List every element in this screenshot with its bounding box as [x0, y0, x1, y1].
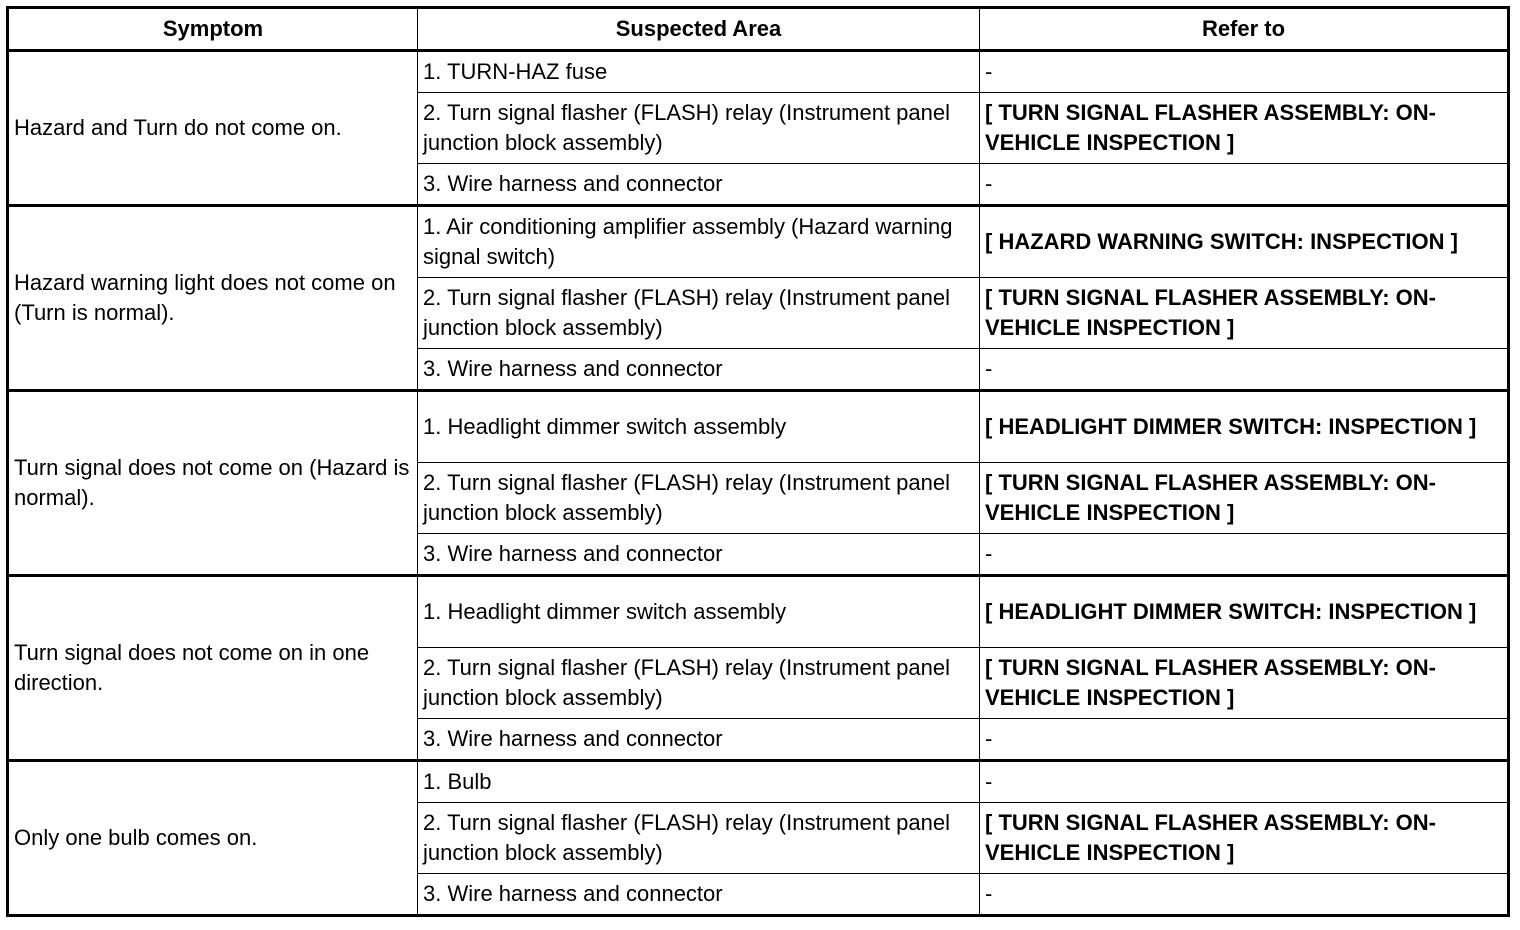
table-row — [8, 761, 1509, 803]
symptom-cell: Hazard and Turn do not come on. — [8, 51, 418, 206]
refer-to-link[interactable]: [ TURN SIGNAL FLASHER ASSEMBLY: ON-VEHICLE INSPECTION ] — [980, 93, 1509, 164]
problem-symptoms-table — [6, 6, 1510, 917]
suspected-area-cell: 3. Wire harness and connector — [418, 874, 980, 916]
refer-to-link[interactable]: [ HAZARD WARNING SWITCH: INSPECTION ] — [980, 206, 1509, 278]
suspected-area-cell: 2. Turn signal flasher (FLASH) relay (Instrument panel junction block assembly) — [418, 803, 980, 874]
table-row — [8, 391, 1509, 463]
header-suspected-area: Suspected Area — [418, 8, 980, 51]
suspected-area-cell: 3. Wire harness and connector — [418, 164, 980, 206]
refer-to-link[interactable]: [ HEADLIGHT DIMMER SWITCH: INSPECTION ] — [980, 391, 1509, 463]
suspected-area-cell: 1. Air conditioning amplifier assembly (Hazard warning signal switch) — [418, 206, 980, 278]
refer-to-cell: - — [980, 349, 1509, 391]
suspected-area-cell: 3. Wire harness and connector — [418, 534, 980, 576]
header-symptom: Symptom — [8, 8, 418, 51]
symptom-cell: Turn signal does not come on (Hazard is normal). — [8, 391, 418, 576]
refer-to-cell: - — [980, 761, 1509, 803]
refer-to-cell: - — [980, 719, 1509, 761]
symptom-cell: Hazard warning light does not come on (Turn is normal). — [8, 206, 418, 391]
header-row — [8, 8, 1509, 51]
refer-to-link[interactable]: [ TURN SIGNAL FLASHER ASSEMBLY: ON-VEHICLE INSPECTION ] — [980, 278, 1509, 349]
refer-to-cell: - — [980, 164, 1509, 206]
suspected-area-cell: 1. Bulb — [418, 761, 980, 803]
symptom-cell: Turn signal does not come on in one direction. — [8, 576, 418, 761]
refer-to-link[interactable]: [ HEADLIGHT DIMMER SWITCH: INSPECTION ] — [980, 576, 1509, 648]
suspected-area-cell: 1. Headlight dimmer switch assembly — [418, 576, 980, 648]
table-row — [8, 206, 1509, 278]
refer-to-link[interactable]: [ TURN SIGNAL FLASHER ASSEMBLY: ON-VEHICLE INSPECTION ] — [980, 648, 1509, 719]
header-refer-to: Refer to — [980, 8, 1509, 51]
suspected-area-cell: 2. Turn signal flasher (FLASH) relay (Instrument panel junction block assembly) — [418, 463, 980, 534]
refer-to-cell: - — [980, 874, 1509, 916]
suspected-area-cell: 2. Turn signal flasher (FLASH) relay (Instrument panel junction block assembly) — [418, 278, 980, 349]
refer-to-link[interactable]: [ TURN SIGNAL FLASHER ASSEMBLY: ON-VEHICLE INSPECTION ] — [980, 463, 1509, 534]
suspected-area-cell: 3. Wire harness and connector — [418, 349, 980, 391]
suspected-area-cell: 2. Turn signal flasher (FLASH) relay (Instrument panel junction block assembly) — [418, 648, 980, 719]
suspected-area-cell: 1. TURN-HAZ fuse — [418, 51, 980, 93]
suspected-area-cell: 2. Turn signal flasher (FLASH) relay (Instrument panel junction block assembly) — [418, 93, 980, 164]
suspected-area-cell: 3. Wire harness and connector — [418, 719, 980, 761]
table-row — [8, 576, 1509, 648]
suspected-area-cell: 1. Headlight dimmer switch assembly — [418, 391, 980, 463]
table-row — [8, 51, 1509, 93]
refer-to-link[interactable]: [ TURN SIGNAL FLASHER ASSEMBLY: ON-VEHICLE INSPECTION ] — [980, 803, 1509, 874]
refer-to-cell: - — [980, 534, 1509, 576]
symptom-cell: Only one bulb comes on. — [8, 761, 418, 916]
refer-to-cell: - — [980, 51, 1509, 93]
